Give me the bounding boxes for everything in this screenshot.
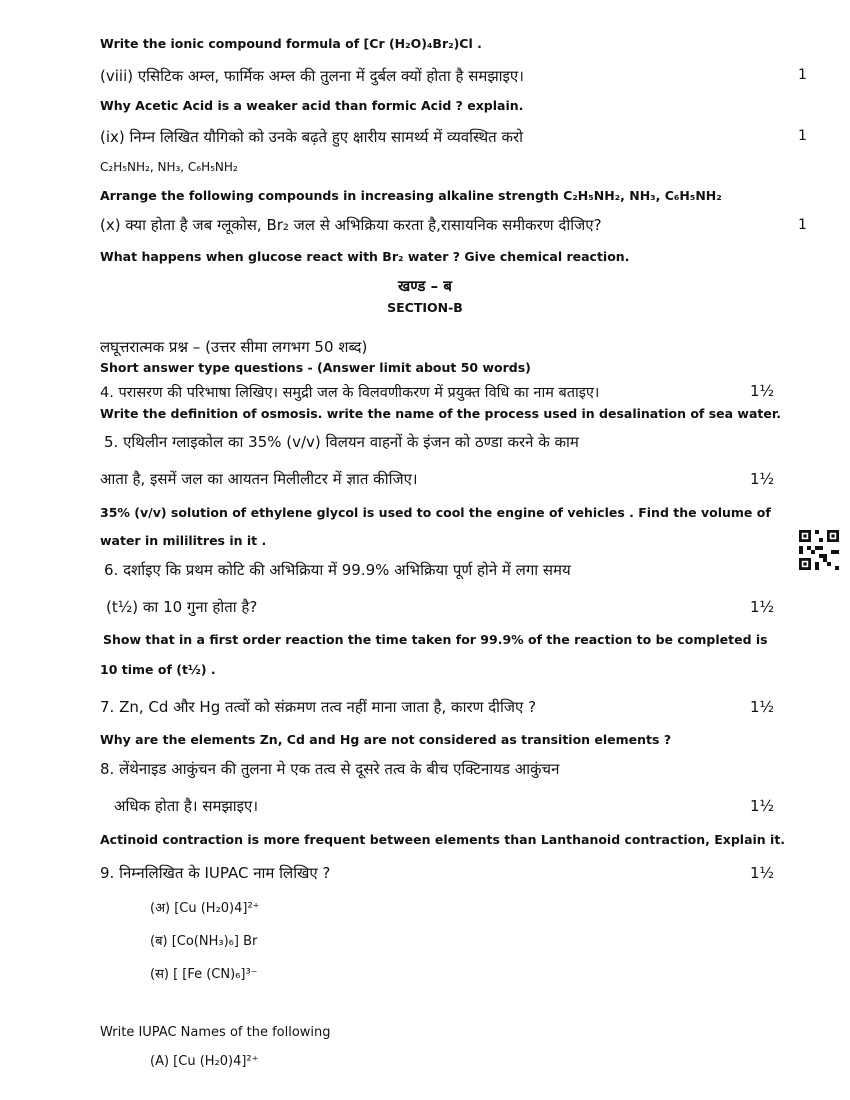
qr-code-icon: [799, 530, 839, 570]
option-a-hindi: (अ) [Cu (H₂0)4]²⁺: [150, 901, 260, 916]
marks: 1½: [750, 598, 775, 616]
question-ix-english: Arrange the following compounds in increasing alkaline strength C₂H₅NH₂, NH₃, C₆H₅NH₂: [100, 188, 722, 203]
short-answer-heading: Short answer type questions - (Answer limit about 50 words): [100, 360, 531, 375]
question-6-hindi-line2: (t½) का 10 गुना होता है?: [106, 598, 258, 616]
option-b-hindi: (ब) [Co(NH₃)₆] Br: [150, 934, 258, 949]
question-6-english-line1: Show that in a first order reaction the time taken for 99.9% of the reaction to be completed is: [103, 632, 768, 647]
question-6-hindi-line1: 6. दर्शाइए कि प्रथम कोटि की अभिक्रिया में 99.9% अभिक्रिया पूर्ण होने में लगा समय: [104, 561, 571, 579]
question-7-hindi: 7. Zn, Cd और Hg तत्वों को संक्रमण तत्व नहीं माना जाता है, कारण दीजिए ?: [100, 698, 537, 716]
question-5-english-line2: water in mililitres in it .: [100, 533, 267, 548]
question-8-english: Actinoid contraction is more frequent between elements than Lanthanoid contraction, Explain it.: [100, 832, 786, 847]
question-x-hindi: (x) क्या होता है जब ग्लूकोस, Br₂ जल से अभिक्रिया करता है,रासायनिक समीकरण दीजिए?: [100, 216, 602, 234]
question-ix-hindi: (ix) निम्न लिखित यौगिको को उनके बढ़ते हुए क्षारीय सामर्थ्य में व्यवस्थित करो: [100, 128, 524, 146]
question-viii-hindi: (viii) एसिटिक अम्ल, फार्मिक अम्ल की तुलना में दुर्बल क्यों होता है समझाइए।: [100, 67, 524, 85]
question-text: Write the ionic compound formula of [Cr (H₂O)₄Br₂)Cl .: [100, 36, 482, 51]
marks: 1½: [750, 470, 775, 488]
marks: 1: [798, 217, 807, 233]
question-x-english: What happens when glucose react with Br₂ water ? Give chemical reaction.: [100, 249, 630, 264]
question-6-english-line2: 10 time of (t½) .: [100, 662, 216, 677]
question-8-hindi-line1: 8. लेंथेनाइड आकुंचन की तुलना मे एक तत्व से दूसरे तत्व के बीच एक्टिनायड आकुंचन: [100, 760, 560, 778]
marks: 1: [798, 67, 807, 83]
short-answer-heading-hindi: लघूत्तरात्मक प्रश्न – (उत्तर सीमा लगभग 50 शब्द): [100, 338, 368, 356]
question-viii-english: Why Acetic Acid is a weaker acid than formic Acid ? explain.: [100, 98, 524, 113]
question-5-hindi-line1: 5. एथिलीन ग्लाइकोल का 35% (v/v) विलयन वाहनों के इंजन को ठण्डा करने के काम: [104, 433, 579, 451]
marks: 1½: [750, 382, 775, 400]
section-heading: SECTION-B: [387, 300, 463, 315]
question-4-english: Write the definition of osmosis. write the name of the process used in desalination of sea water.: [100, 406, 781, 421]
option-a-english: (A) [Cu (H₂0)4]²⁺: [150, 1054, 259, 1069]
question-5-english-line1: 35% (v/v) solution of ethylene glycol is used to cool the engine of vehicles . Find the volume of: [100, 505, 771, 520]
question-7-english: Why are the elements Zn, Cd and Hg are not considered as transition elements ?: [100, 732, 672, 747]
marks: 1½: [750, 864, 775, 882]
question-ix-formula: C₂H₅NH₂, NH₃, C₆H₅NH₂: [100, 160, 238, 174]
question-8-hindi-line2: अधिक होता है। समझाइए।: [114, 797, 259, 815]
option-c-hindi: (स) [ [Fe (CN)₆]³⁻: [150, 967, 258, 982]
marks: 1½: [750, 698, 775, 716]
marks: 1½: [750, 797, 775, 815]
section-heading-hindi: खण्ड – ब: [398, 277, 452, 295]
marks: 1: [798, 128, 807, 144]
question-5-hindi-line2: आता है, इसमें जल का आयतन मिलीलीटर में ज्ञात कीजिए।: [100, 470, 418, 488]
question-9-hindi: 9. निम्नलिखित के IUPAC नाम लिखिए ?: [100, 864, 331, 882]
iupac-english: Write IUPAC Names of the following: [100, 1025, 331, 1040]
question-4-hindi: 4. परासरण की परिभाषा लिखिए। समुद्री जल के विलवणीकरण में प्रयुक्त विधि का नाम बताइए।: [100, 385, 600, 401]
